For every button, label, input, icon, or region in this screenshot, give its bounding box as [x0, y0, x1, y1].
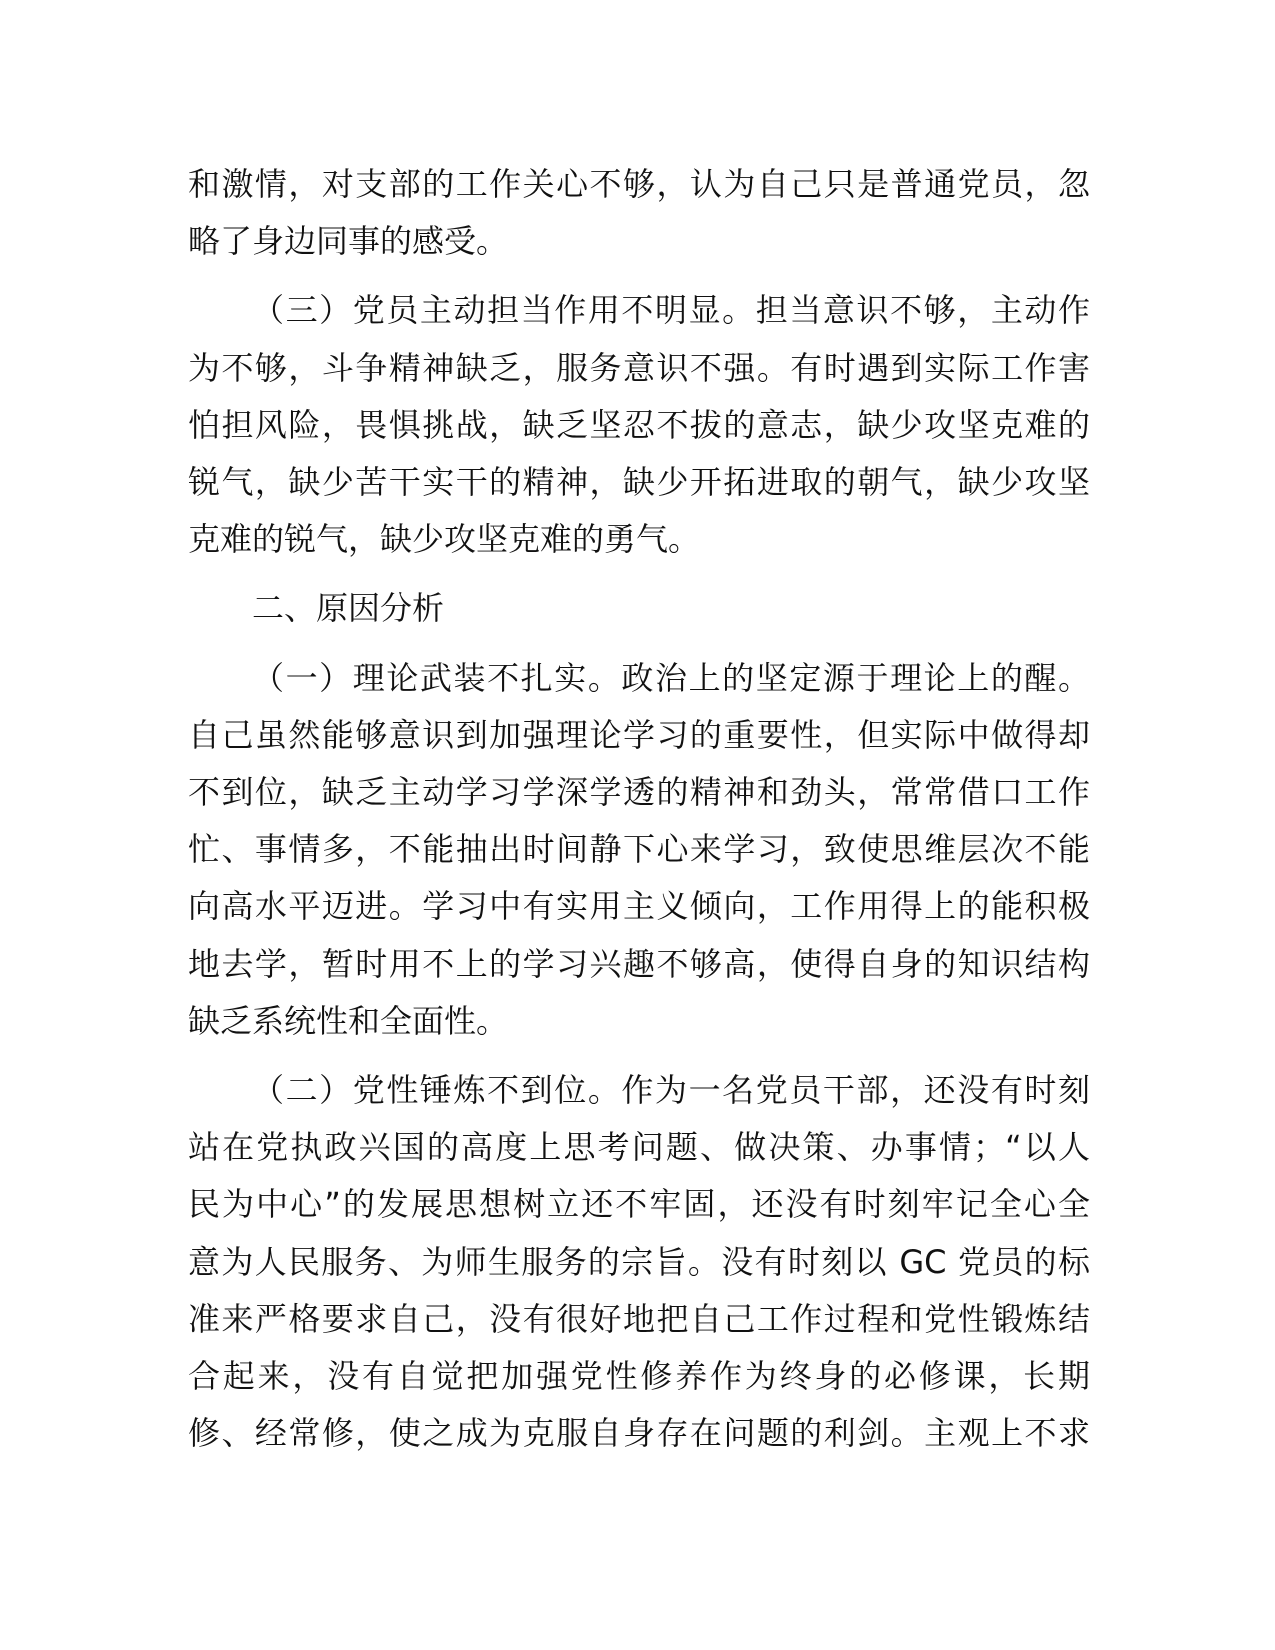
text-line: （二）党性锤炼不到位。作为一名党员干部，还没有时刻 — [252, 1071, 1090, 1110]
paragraph-cause-2 — [188, 1062, 1090, 1462]
text-line: 地去学，暂时用不上的学习兴趣不够高，使得自身的知识结构 — [188, 944, 1090, 983]
text-line: 站在党执政兴国的高度上思考问题、做决策、办事情；“以人 — [188, 1128, 1090, 1167]
text-line: 为不够，斗争精神缺乏，服务意识不强。有时遇到实际工作害 — [188, 348, 1090, 387]
text-line: 合起来，没有自觉把加强党性修养作为终身的必修课，长期 — [188, 1357, 1090, 1396]
text-line: 意为人民服务、为师生服务的宗旨。没有时刻以 GC 党员的标 — [188, 1242, 1090, 1281]
text-line: 怕担风险，畏惧挑战，缺乏坚忍不拔的意志，缺少攻坚克难的 — [188, 405, 1090, 444]
paragraph-continued — [188, 156, 1090, 270]
paragraph-cause-1 — [188, 650, 1090, 1050]
text-line: （一）理论武装不扎实。政治上的坚定源于理论上的醒。 — [252, 658, 1090, 697]
text-line: 克难的锐气，缺少攻坚克难的勇气。 — [188, 520, 701, 559]
text-line: （三）党员主动担当作用不明显。担当意识不够，主动作 — [252, 291, 1090, 330]
text-line: 向高水平迈进。学习中有实用主义倾向，工作用得上的能积极 — [188, 887, 1090, 926]
text-line: 不到位，缺乏主动学习学深学透的精神和劲头，常常借口工作 — [188, 773, 1090, 812]
heading-text: 二、原因分析 — [252, 589, 445, 628]
text-line: 缺乏系统性和全面性。 — [188, 1001, 509, 1040]
text-line: 略了身边同事的感受。 — [188, 222, 509, 261]
text-line: 和激情，对支部的工作关心不够，认为自己只是普通党员，忽 — [188, 165, 1090, 203]
text-line: 修、经常修，使之成为克服自身存在问题的利剑。主观上不求 — [188, 1414, 1090, 1453]
text-line: 锐气，缺少苦干实干的精神，缺少开拓进取的朝气，缺少攻坚 — [188, 463, 1090, 502]
text-line: 自己虽然能够意识到加强理论学习的重要性，但实际中做得却 — [188, 715, 1090, 754]
document-body — [188, 156, 1090, 1462]
text-line: 民为中心”的发展思想树立还不牢固，还没有时刻牢记全心全 — [188, 1185, 1090, 1224]
section-heading — [188, 580, 1090, 637]
paragraph-section-3 — [188, 282, 1090, 568]
text-line: 准来严格要求自己，没有很好地把自己工作过程和党性锻炼结 — [188, 1299, 1090, 1338]
text-line: 忙、事情多，不能抽出时间静下心来学习，致使思维层次不能 — [188, 830, 1090, 869]
